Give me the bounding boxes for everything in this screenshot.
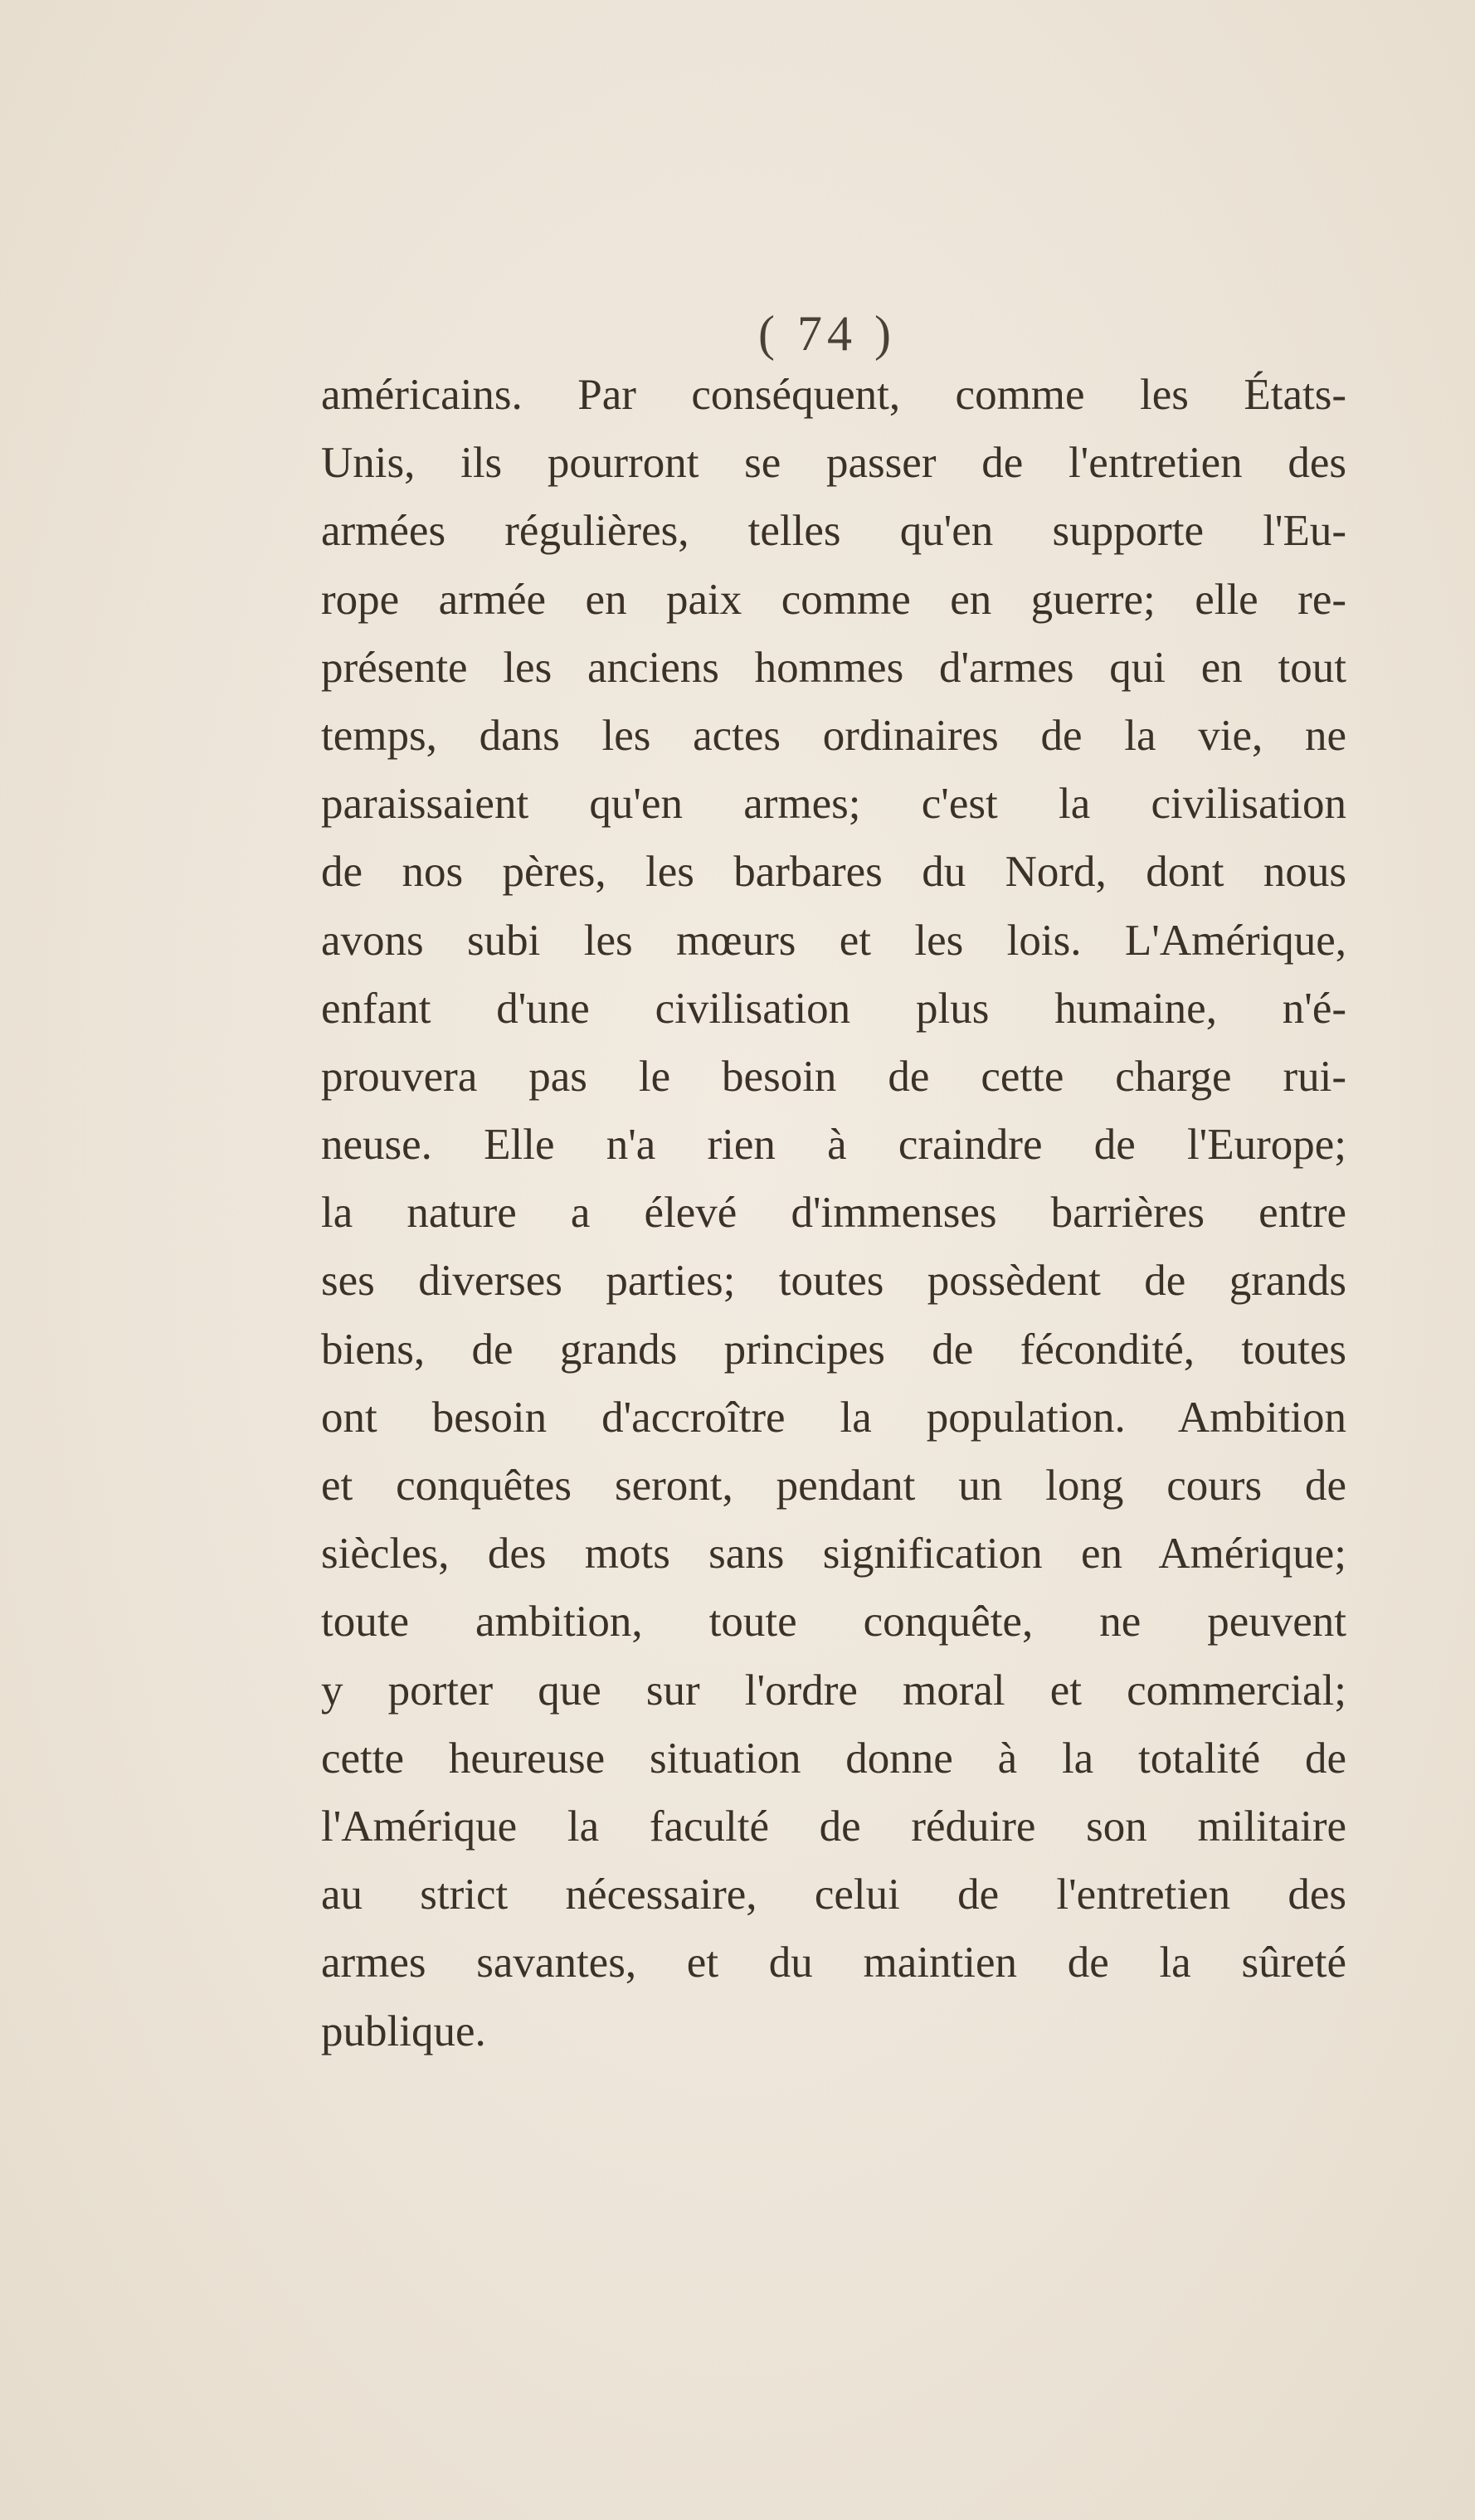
- text-line: paraissaient qu'en armes; c'est la civilisation: [321, 780, 1346, 829]
- text-line: la nature a élevé d'immenses barrières entre: [321, 1189, 1346, 1238]
- page-number: ( 74 ): [758, 306, 896, 361]
- text-line: armes savantes, et du maintien de la sûreté: [321, 1939, 1346, 1987]
- text-line-last: publique.: [321, 2007, 486, 2055]
- text-line: ses diverses parties; toutes possèdent de grands: [321, 1257, 1346, 1306]
- text-line: américains. Par conséquent, comme les États-: [321, 371, 1346, 419]
- text-line: ont besoin d'accroître la population. Ambition: [321, 1393, 1346, 1442]
- text-line: de nos pères, les barbares du Nord, dont nous: [321, 848, 1346, 897]
- text-line: neuse. Elle n'a rien à craindre de l'Europe;: [321, 1121, 1346, 1170]
- text-line: avons subi les mœurs et les lois. L'Amérique,: [321, 916, 1346, 965]
- text-line: l'Amérique la faculté de réduire son militaire: [321, 1802, 1346, 1851]
- text-line: prouvera pas le besoin de cette charge rui-: [321, 1052, 1346, 1101]
- text-line: y porter que sur l'ordre moral et commercial;: [321, 1666, 1346, 1715]
- text-line: armées régulières, telles qu'en supporte l'Eu-: [321, 507, 1346, 556]
- text-line: siècles, des mots sans signification en Amérique;: [321, 1530, 1346, 1579]
- text-line: biens, de grands principes de fécondité, toutes: [321, 1325, 1346, 1374]
- text-line: Unis, ils pourront se passer de l'entretien des: [321, 439, 1346, 488]
- text-line: et conquêtes seront, pendant un long cours de: [321, 1462, 1346, 1510]
- text-line: enfant d'une civilisation plus humaine, n'é-: [321, 984, 1346, 1033]
- text-line: rope armée en paix comme en guerre; elle re-: [321, 575, 1346, 624]
- body-text: [321, 361, 1346, 2065]
- text-line: au strict nécessaire, celui de l'entretien des: [321, 1871, 1346, 1919]
- text-line: toute ambition, toute conquête, ne peuvent: [321, 1598, 1346, 1647]
- text-line: temps, dans les actes ordinaires de la vie, ne: [321, 711, 1346, 760]
- text-line: présente les anciens hommes d'armes qui en tout: [321, 643, 1346, 692]
- text-line: cette heureuse situation donne à la totalité de: [321, 1734, 1346, 1783]
